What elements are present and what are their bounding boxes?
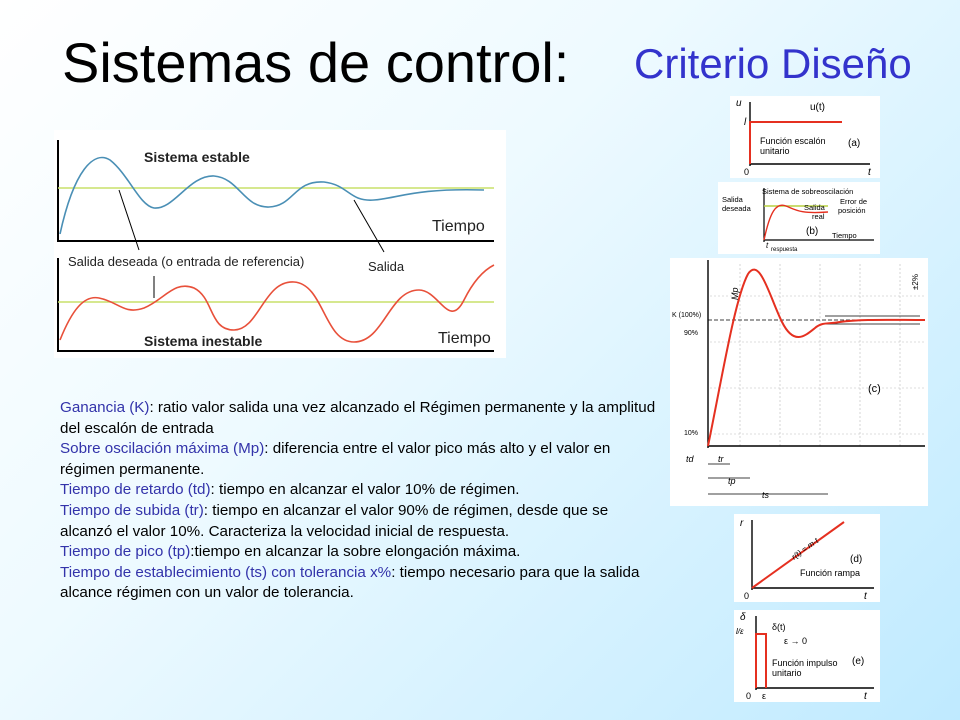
- label-tiempo-stable: Tiempo: [432, 218, 485, 235]
- stability-figure: [54, 130, 506, 358]
- definition-peak-time: [60, 542, 660, 563]
- response-tp-label: tp: [728, 476, 736, 486]
- label-sistema-estable: Sistema estable: [144, 149, 250, 165]
- definition-term: Tiempo de retardo (td): [60, 481, 211, 499]
- impulse-eps: ε: [762, 691, 767, 701]
- ramp-tag: (d): [850, 554, 863, 565]
- ramp-desc: Función rampa: [800, 568, 861, 578]
- definition-gain: [60, 398, 660, 439]
- step-tag: (a): [848, 138, 861, 149]
- arrow-output: [354, 200, 384, 252]
- overshoot-figure: [718, 182, 880, 254]
- overshoot-salida-deseada-2: deseada: [722, 204, 751, 213]
- definition-text: : diferencia entre el valor pico más alto y el valor en régimen permanente.: [60, 440, 611, 478]
- step-one-label: l: [744, 117, 747, 128]
- page-subtitle: Criterio Diseño: [634, 40, 912, 87]
- definitions-block: [60, 398, 660, 604]
- transient-response-figure: [670, 258, 928, 506]
- ramp-t: t: [864, 591, 867, 602]
- overshoot-error-2: posición: [838, 206, 866, 215]
- response-90-label: 90%: [684, 330, 699, 337]
- step-ut-label: u(t): [810, 102, 825, 113]
- definition-text: : tiempo necesario para que la salida alcance régimen con un valor de tolerancia.: [60, 563, 640, 602]
- ramp-eq-label: r(t) = m·t: [789, 536, 821, 562]
- response-tag: (c): [868, 383, 881, 395]
- page-title: Sistemas de control:: [62, 31, 570, 94]
- label-tiempo-unstable: Tiempo: [438, 330, 491, 347]
- definition-text: : tiempo en alcanzar el valor 10% de régimen.: [210, 481, 520, 499]
- definition-overshoot: [60, 439, 660, 480]
- ramp-r-label: r: [740, 518, 744, 529]
- definition-text: :tiempo en alcanzar la sobre elongación máxima.: [190, 543, 521, 561]
- impulse-eps-limit: ε → 0: [784, 636, 808, 646]
- overshoot-tiempo: Tiempo: [832, 231, 857, 240]
- impulse-zero: 0: [746, 691, 752, 701]
- response-k-label: K (100%): [672, 312, 702, 319]
- impulse-tag: (e): [852, 656, 865, 667]
- overshoot-salida-real-2: real: [812, 212, 825, 221]
- ramp-zero: 0: [744, 591, 750, 601]
- step-zero: 0: [744, 167, 750, 177]
- impulse-t: t: [864, 691, 867, 702]
- response-td-label: td: [686, 454, 694, 464]
- response-grid: [710, 264, 925, 448]
- step-t: t: [868, 167, 871, 178]
- impulse-curve: [756, 634, 766, 688]
- response-tol-label: ±2%: [911, 274, 920, 290]
- overshoot-title: Sistema de sobreoscilación: [762, 187, 854, 196]
- definition-settling-time: [60, 563, 660, 604]
- step-desc-2: unitario: [760, 146, 790, 156]
- impulse-delta-label: δ: [740, 612, 746, 623]
- overshoot-salida-deseada-1: Salida: [722, 195, 743, 204]
- definition-term: Sobre oscilación máxima (Mp): [60, 440, 265, 458]
- step-function-figure: [730, 96, 880, 178]
- impulse-function-figure: [734, 610, 880, 702]
- response-10-label: 10%: [684, 430, 699, 437]
- definition-term: Ganancia (K): [60, 399, 150, 416]
- unstable-response-curve: [60, 265, 494, 342]
- overshoot-t: t: [766, 241, 769, 250]
- impulse-delta-t: δ(t): [772, 622, 786, 632]
- definition-text: : tiempo en alcanzar el valor 90% de régimen, desde que se alcanzó el valor 10%. Caracteriza la velocidad inicial de respuesta.: [60, 501, 609, 540]
- overshoot-t-sub: respuesta: [771, 247, 798, 253]
- overshoot-salida-real-1: Salida: [804, 203, 825, 212]
- step-u-label: u: [736, 98, 742, 109]
- overshoot-error-1: Error de: [840, 197, 868, 206]
- response-curve: [708, 270, 925, 446]
- definition-term: Tiempo de subida (tr): [60, 501, 204, 519]
- impulse-desc-2: unitario: [772, 668, 802, 678]
- ramp-function-figure: [734, 514, 880, 602]
- response-ts-label: ts: [762, 490, 770, 500]
- response-mp-label: Mp: [730, 287, 740, 300]
- label-salida-deseada: Salida deseada (o entrada de referencia): [68, 254, 305, 269]
- definition-term: Tiempo de pico (tp): [60, 543, 191, 561]
- overshoot-tag: (b): [806, 226, 819, 237]
- label-sistema-inestable: Sistema inestable: [144, 333, 263, 349]
- stable-response-curve: [60, 158, 484, 234]
- label-salida: Salida: [368, 259, 405, 274]
- step-desc-1: Función escalón: [760, 136, 826, 146]
- impulse-desc-1: Función impulso: [772, 658, 838, 668]
- definition-text: : ratio valor salida una vez alcanzado el Régimen permanente y la amplitud del escalón de entrada: [60, 399, 656, 437]
- definition-rise-time: [60, 501, 660, 542]
- definition-term: Tiempo de establecimiento (ts) con tolerancia x%: [60, 563, 392, 581]
- response-tr-label: tr: [718, 454, 724, 464]
- definition-delay-time: [60, 480, 660, 501]
- impulse-one-eps: l/ε: [736, 627, 744, 636]
